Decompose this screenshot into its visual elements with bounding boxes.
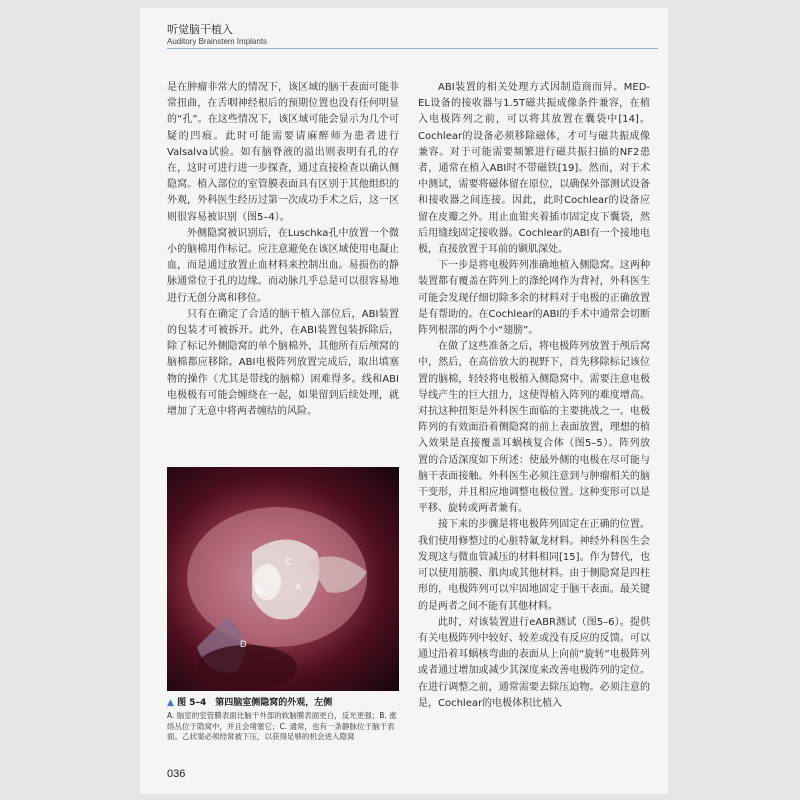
running-header [167, 23, 267, 47]
body-paragraph: 在做了这些准备之后，将电极阵列放置于颅后窝中，然后，在高倍放大的视野下，首先移除标记该位置的脑棉，轻轻将电极植入侧隐窝中。需要注意电极导线产生的巨大扭力，这使得植入阵列的难度增高。对抗这种扭矩是外科医生面临的主要挑战之一。电极阵列的有效面沿着侧隐窝的前上表面放置，理想的植入效果是直接覆盖耳蜗核复合体（图5–5）。阵列放置的合适深度如下所述：使最外侧的电极在尽可能与脑干表面接触。外科医生必须注意到与肿瘤相关的脑干变形，并且相应地调整电极位置。这种变形可以是平移、旋转或两者兼有。 [418, 341, 650, 515]
right-column [418, 80, 650, 712]
figure-label-a: A [295, 582, 302, 592]
surgical-photo-illustration [167, 467, 399, 691]
body-paragraph: 此时，对该装置进行eABR测试（图5–6）。提供有关电极阵列中较好、较差或没有反应的反馈。可以通过沿着耳蜗核弯曲的表面从上向前“旋转”电极阵列或者通过增加或减少其深度来改善电极阵列的定位。在进行调整之前，通常需要去除压迫物。必须注意的是，Cochlear的电极体积比植入 [418, 616, 650, 709]
header-title-english: Auditory Brainstem Implants [167, 37, 268, 46]
caption-triangle-icon: ▲ [167, 698, 178, 708]
caption-text: A. 脑室的室管膜表面比脑干外部的软脑膜表面更白，反光更强；B. 涨络丛位于隐窝中，并且会堵塞它；C. 通常，也有一条静脉位于脑干表面。乙状窦必须经常被下压，以获得足够的机会进入隐窝 [167, 711, 397, 741]
figure-caption [167, 697, 399, 743]
body-paragraph: 接下来的步骤是将电极阵列固定在正确的位置。我们使用修整过的心脏特氟龙材料。神经外科医生会发现这与微血管减压的材料相同[15]。作为替代，也可以使用筋膜、肌肉或其他材料。由于侧隐窝是四柱形的，电极阵列可以牢固地固定于脑干表面。最关键的是两者之间不能有其他材料。 [418, 519, 650, 612]
body-paragraph: 是在肿瘤非常大的情况下，该区域的脑干表面可能非常扭曲，在舌咽神经根后的预期位置也没有任何明显的“孔”。在这些情况下，该区域可能会显示为几个可疑的凹痕。此时可能需要请麻醉师为患者进行Valsalva试验。如有脑脊液的溢出则表明有孔的存在，这时可进行进一步探查，通过直接检查以确认侧隐窝。植入部位的室管膜表面具有区别于其他组织的外观，外科医生经历过第一次成功手术之后，这一区则很容易被识别（图5–4）。 [167, 82, 399, 223]
left-column [167, 80, 399, 420]
body-paragraph: ABI装置的相关处理方式因制造商而异。MED-EL设备的接收器与1.5T磁共振成像条件兼容，在植入电极阵列之前，可以将其放置在囊袋中[14]。Cochlear的设备必须移除磁体，才可与磁共振成像兼容。对于可能需要频繁进行磁共振扫描的NF2患者，通常在植入ABI时不带磁铁[19]。然而，对于术中测试，需要将磁体留在原位，以确保外部测试设备和接收器之间连接。因此，此时Cochlear的设备应留在皮瓣之外。用止血钳夹着插市固定皮下囊袋，然后用缝线固定接收器。Cochlear的ABI有一个接地电极，直接放置于耳前的颞肌深处。 [418, 82, 650, 256]
body-paragraph: 外侧隐窝被识别后，在Luschka孔中放置一个微小的脑棉用作标记。应注意避免在该区域使用电凝止血，而是通过放置止血材料来控制出血。易损伤的静脉通常位于孔的边缘。而动脉几乎总是可以很容易地进行无创分离和移位。 [167, 227, 399, 304]
surgical-photo [167, 467, 399, 691]
book-page [140, 8, 668, 794]
figure-label-d: D [240, 639, 247, 649]
figure-label-c: C [285, 557, 292, 567]
body-paragraph: 下一步是将电极阵列准确地植入侧隐窝。这两种装置都有覆盖在阵列上的涤纶网作为背衬，外科医生可能会发现仔细切除多余的材料对于电极的正确放置是有帮助的。在Cochlear的ABI的手术中通常会切断阵列根部的两个小“翅膀”。 [418, 260, 650, 337]
header-title-chinese: 听觉脑干植入 [167, 23, 233, 36]
page-number: 036 [167, 768, 186, 780]
header-divider [167, 48, 658, 49]
caption-title: 图 5–4 第四脑室侧隐窝的外观，左侧 [177, 698, 333, 708]
body-paragraph: 只有在确定了合适的脑干植入部位后，ABI装置的包装才可被拆开。此外，在ABI装置包装拆除后，除了标记外侧隐窝的单个脑棉外，其他所有后颅窝的脑棉都应移除。ABI电极阵列放置完成后，取出填塞物的操作（尤其是带线的脑棉）困难得多。线和ABI电极极有可能会缠绕在一起，如果留到后续处理，就增加了无意中将两者缠结的风险。 [167, 308, 399, 418]
figure-label-b: B [256, 585, 263, 595]
